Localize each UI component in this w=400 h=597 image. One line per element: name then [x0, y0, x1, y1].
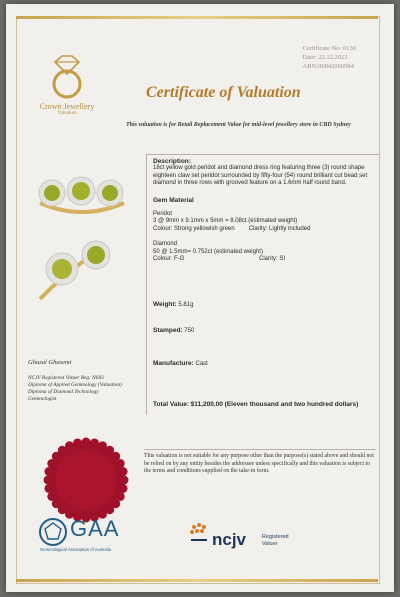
- peridot-size: 3 @ 9mm x 9.1mm x 5mm = 8.08ct (estimated weight): [153, 218, 298, 224]
- description-text: 18ct yellow gold peridot and diamond dress ring featuring three (3) round shape eighteen claw set peridot surrounded by fifty-four (54) round brilliant cut bead set diamond in three rows with grooved feature on a 1.6mm half round band.: [153, 165, 368, 186]
- manufacture-label: Manufacture:: [153, 360, 194, 367]
- stamped-label: Stamped:: [153, 327, 183, 334]
- ncjv-emblem-icon: [188, 521, 210, 543]
- ncjv-registered: Registered: [262, 534, 289, 540]
- crown-jewellery-logo: [32, 54, 102, 116]
- assessor-name: Ghazal Ghasemi: [28, 359, 72, 366]
- ncjv-registered-valuer: [262, 534, 289, 547]
- top-gold-bar: [16, 16, 378, 19]
- red-seal-icon: [42, 436, 130, 524]
- page-title: Certificate of Valuation: [146, 84, 301, 101]
- ncjv-valuer: Valuer: [262, 540, 278, 547]
- peridot-name: Peridot: [153, 210, 173, 217]
- logo-subtitle: Valuation: [57, 111, 77, 116]
- bottom-gold-bar: [16, 579, 378, 582]
- diamond-name: Diamond: [153, 241, 178, 247]
- diamond-size: 50 @ 1.5mm= 0.752ct (estimated weight): [153, 248, 263, 255]
- ncjv-name: ncjv: [212, 530, 247, 549]
- logo-name: Crown Jewellery: [39, 102, 95, 111]
- assessor-diploma-diamond: Diploma of Diamond Technology: [28, 389, 99, 395]
- total-value-label: Total Value:: [153, 401, 189, 408]
- gaa-subtitle: Gemmological Association of Australia: [40, 547, 111, 552]
- description-heading: Description:: [153, 158, 191, 165]
- weight-row: [153, 301, 193, 308]
- ncjv-logo: [188, 517, 308, 557]
- diamond-clarity: Clarity: SI: [259, 256, 286, 262]
- assessor-diploma-valuation: Diploma of Applied Gemmology (Valuation): [28, 382, 122, 388]
- gem-material-heading: Gem Material: [153, 196, 194, 204]
- peridot-block: [153, 211, 373, 234]
- assessor-registration: NCJV Registered Valuer Reg: N683: [28, 375, 104, 381]
- weight-label: Weight:: [153, 301, 177, 308]
- details-panel: [146, 154, 379, 415]
- page-subtitle: This valuation is for Retail Replacement Value for mid-level jewellery store in CBD Sydney: [126, 122, 351, 128]
- gaa-name: GAA: [70, 516, 120, 541]
- certificate-date: Date: 22.12.2023: [302, 54, 348, 61]
- total-value-amount: $11,200.00 (Eleven thousand and two hundred dollars): [190, 401, 359, 408]
- certificate-sheet: [6, 4, 394, 592]
- assessor-block: [28, 359, 148, 403]
- stamped-value: 750: [184, 328, 195, 334]
- diamond-colour: Colour: F-G: [153, 256, 185, 262]
- weight-value: 5.81g: [178, 302, 194, 308]
- diamond-block: [153, 241, 373, 264]
- ring-logo-icon: [46, 54, 88, 100]
- total-value-row: [153, 401, 358, 408]
- disclaimer-text: This valuation is not suitable for any purpose other than the purpose(s) stated above and should not be relied on by any entity besides the addressee unless specifically and this valuation is subject to the terms and conditions supplied on the take-in form.: [144, 449, 376, 476]
- certificate-abn: ABN:96842066984: [302, 63, 354, 70]
- peridot-clarity: Clarity: Lightly included: [248, 225, 311, 232]
- manufacture-row: [153, 360, 208, 367]
- ring-photo: [34, 169, 129, 309]
- manufacture-value: Cast: [195, 361, 208, 367]
- peridot-colour: Colour: Strong yellowish green: [153, 225, 235, 232]
- assessor-title: Gemmologist: [28, 396, 57, 402]
- certificate-number: Certificate No: 0130: [302, 45, 356, 52]
- gaa-emblem-icon: [38, 517, 68, 547]
- stamped-row: [153, 327, 194, 334]
- certificate-meta: [303, 44, 356, 71]
